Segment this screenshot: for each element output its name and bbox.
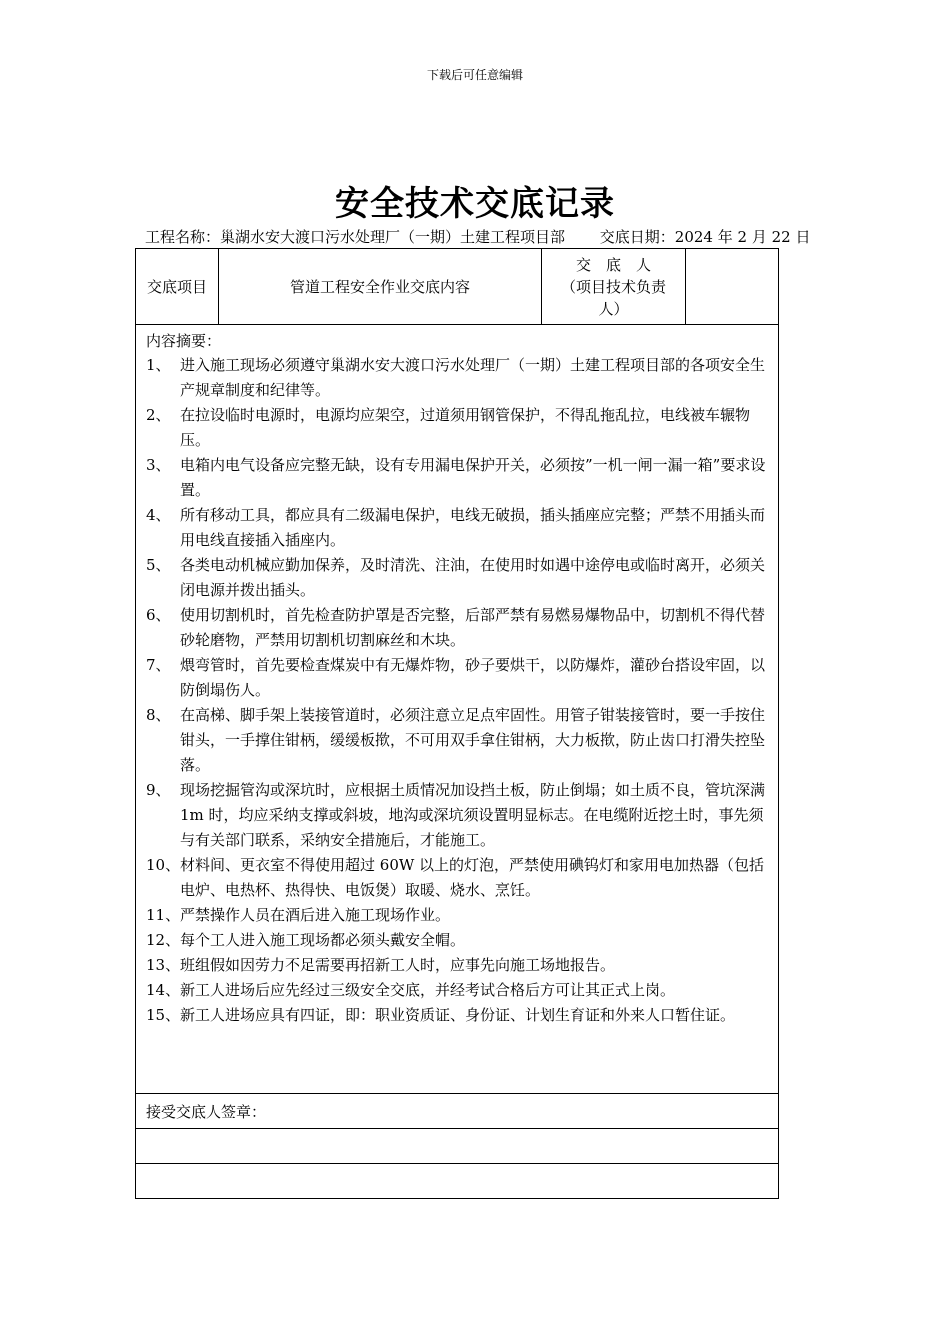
content-list — [146, 353, 770, 1028]
list-item — [146, 1003, 770, 1028]
item-number: 5、 — [146, 556, 171, 574]
summary-label: 内容摘要： — [146, 332, 222, 350]
meta-line — [145, 226, 810, 247]
item-number: 6、 — [146, 606, 171, 624]
item-label: 交底项目 — [146, 277, 207, 296]
item-number: 4、 — [146, 506, 171, 524]
list-item — [146, 703, 770, 778]
item-text: 所有移动工具，都应具有二级漏电保护，电线无破损，插头插座应完整；严禁不用插头而用电线直接插入插座内。 — [180, 506, 766, 549]
item-number: 8、 — [146, 706, 171, 724]
list-item — [146, 653, 770, 703]
person-label-cell — [542, 249, 686, 325]
person-label-line2: （项目技术负责人） — [560, 277, 666, 318]
item-text: 在拉设临时电源时，电源均应架空，过道须用钢管保护，不得乱拖乱拉，电线被车辗物压。 — [180, 406, 751, 449]
sign-row — [136, 1094, 779, 1129]
item-number: 12、 — [146, 931, 181, 949]
item-text: 新工人进场应具有四证，即：职业资质证、身份证、计划生育证和外来人口暂住证。 — [180, 1006, 736, 1024]
item-number: 1、 — [146, 356, 171, 374]
header-row — [136, 249, 779, 325]
item-text: 班组假如因劳力不足需要再招新工人时，应事先向施工场地报告。 — [180, 956, 616, 974]
subject-cell — [219, 249, 542, 325]
list-item — [146, 353, 770, 403]
item-number: 14、 — [146, 981, 181, 999]
list-item — [146, 553, 770, 603]
signature-row — [136, 1129, 779, 1164]
list-item — [146, 953, 770, 978]
item-number: 15、 — [146, 1006, 181, 1024]
item-number: 9、 — [146, 781, 171, 799]
item-text: 新工人进场后应先经过三级安全交底，并经考试合格后方可让其正式上岗。 — [180, 981, 676, 999]
list-item — [146, 853, 770, 903]
signature-cell — [136, 1129, 779, 1164]
item-number: 11、 — [146, 906, 181, 924]
item-text: 在高梯、脚手架上装接管道时，必须注意立足点牢固性。用管子钳装接管时，要一手按住钳头，一手撑住钳柄，缓缓板揿，不可用双手拿住钳柄，大力板揿，防止齿口打滑失控坠落。 — [180, 706, 766, 774]
item-text: 电箱内电气设备应完整无缺，设有专用漏电保护开关，必须按”一机一闸一漏一箱”要求设置。 — [180, 456, 766, 499]
item-number: 3、 — [146, 456, 171, 474]
sign-label-cell — [136, 1094, 779, 1129]
list-item — [146, 978, 770, 1003]
record-table — [135, 248, 779, 1199]
handover-date: 交底日期：2024 年 2 月 22 日 — [599, 228, 811, 246]
item-text: 各类电动机械应勤加保养，及时清洗、注油，在使用时如遇中途停电或临时离开，必须关闭电源并拨出插头。 — [180, 556, 766, 599]
item-number: 2、 — [146, 406, 171, 424]
list-item — [146, 903, 770, 928]
header-note: 下载后可任意编辑 — [426, 68, 523, 82]
person-label-line1: 交 底 人 — [575, 255, 651, 274]
item-text: 进入施工现场必须遵守巢湖水安大渡口污水处理厂（一期）土建工程项目部的各项安全生产规章制度和纪律等。 — [180, 356, 766, 399]
item-label-cell — [136, 249, 219, 325]
item-text: 严禁操作人员在酒后进入施工现场作业。 — [180, 906, 451, 924]
project-name: 工程名称：巢湖水安大渡口污水处理厂（一期）土建工程项目部 — [145, 228, 566, 246]
item-text: 现场挖掘管沟或深坑时，应根据土质情况加设挡土板，防止倒塌；如土质不良，管坑深满 1m 时，均应采纳支撑或斜坡，地沟或深坑须设置明显标志。在电缆附近挖土时，事先须与有关部门联系，采纳安全措施后，才能施工。 — [180, 781, 766, 849]
person-value-cell — [686, 249, 779, 325]
item-text: 使用切割机时，首先检查防护罩是否完整，后部严禁有易燃易爆物品中，切割机不得代替砂轮磨物，严禁用切割机切割麻丝和木块。 — [180, 606, 766, 649]
item-number: 13、 — [146, 956, 181, 974]
list-item — [146, 453, 770, 503]
sign-label: 接受交底人签章： — [146, 1102, 267, 1121]
signature-row — [136, 1164, 779, 1199]
item-number: 7、 — [146, 656, 171, 674]
item-text: 材料间、更衣室不得使用超过 60W 以上的灯泡，严禁使用碘钨灯和家用电加热器（包括电炉、电热杯、热得快、电饭煲）取暖、烧水、烹饪。 — [180, 856, 765, 899]
list-item — [146, 403, 770, 453]
content-cell — [136, 325, 779, 1094]
item-text: 每个工人进入施工现场都必须头戴安全帽。 — [180, 931, 466, 949]
signature-cell — [136, 1164, 779, 1199]
item-number: 10、 — [146, 856, 181, 874]
item-text: 煨弯管时，首先要检查煤炭中有无爆炸物，砂子要烘干，以防爆炸，灌砂台搭设牢固，以防倒塌伤人。 — [180, 656, 766, 699]
document-title: 安全技术交底记录 — [335, 184, 615, 224]
subject-text: 管道工程安全作业交底内容 — [289, 278, 470, 296]
content-row — [136, 325, 779, 1094]
list-item — [146, 603, 770, 653]
list-item — [146, 503, 770, 553]
list-item — [146, 778, 770, 853]
list-item — [146, 928, 770, 953]
